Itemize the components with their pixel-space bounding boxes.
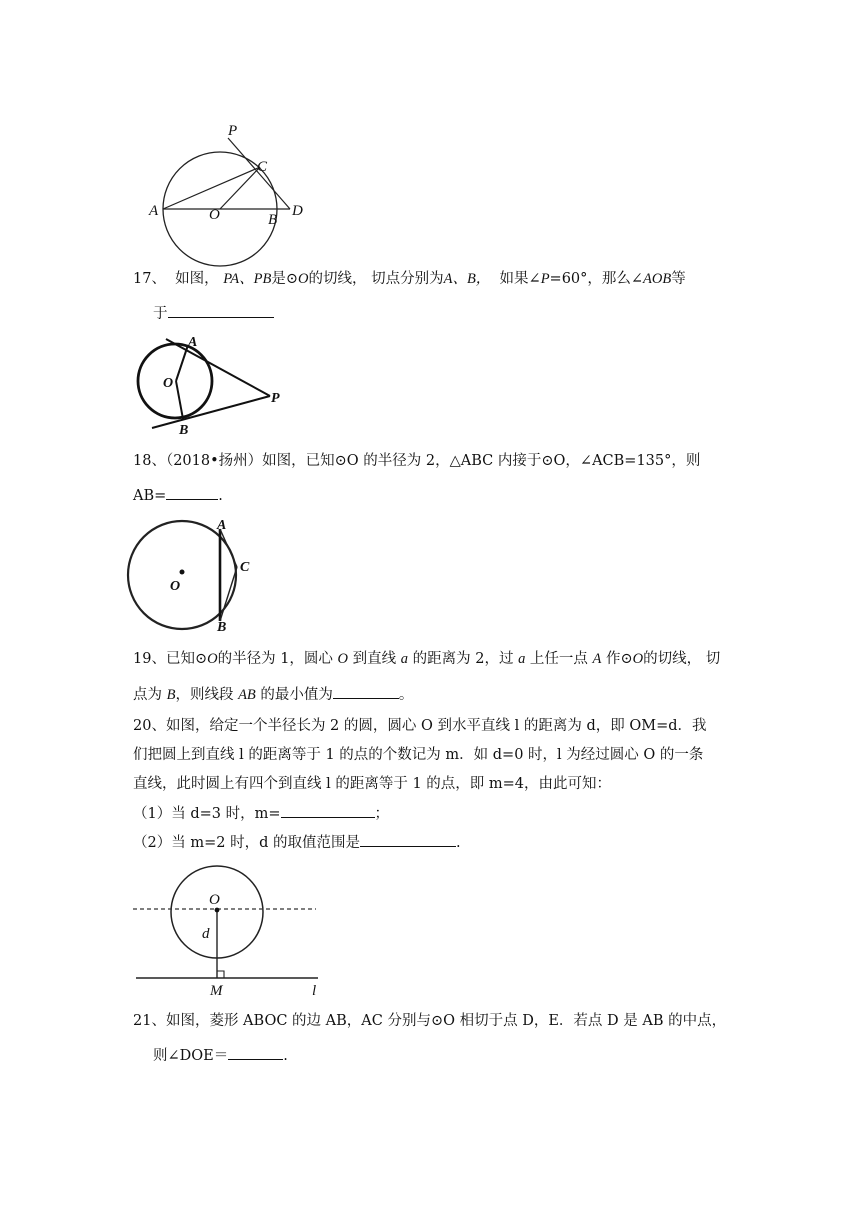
q19-t5: 上任一点 <box>529 651 593 667</box>
side-bc <box>220 567 237 621</box>
q19-t10: 的最小值为 <box>260 687 333 703</box>
q17-answer-blank[interactable] <box>168 303 274 318</box>
q17-aob: AOB <box>643 271 672 287</box>
q19-ab: AB <box>238 687 256 703</box>
q21-doe: 则∠DOE＝ <box>153 1048 229 1064</box>
q17-text-mid: 是⊙ <box>271 271 298 287</box>
label-c: C <box>240 560 250 575</box>
q21-line2 <box>153 1045 288 1066</box>
q19-t2: 的半径为 1，圆心 <box>217 651 338 667</box>
label-a: A <box>149 203 159 219</box>
q17-o: O <box>298 271 309 287</box>
q19-t4: 的距离为 2，过 <box>412 651 519 667</box>
q19-t6: 作⊙ <box>606 651 633 667</box>
label-a: A <box>217 518 227 533</box>
label-c: C <box>257 159 268 175</box>
q20-sub2 <box>133 832 461 853</box>
q19-line1 <box>133 649 720 669</box>
q20-answer-blank-2[interactable] <box>360 832 456 847</box>
q19-answer-blank[interactable] <box>333 684 399 699</box>
q20-sub1 <box>133 803 389 824</box>
label-o: O <box>163 376 174 391</box>
circle-o <box>138 344 212 418</box>
q18-line1 <box>133 451 700 471</box>
tangent-pa <box>166 339 270 396</box>
label-o: O <box>209 207 220 223</box>
center-point <box>180 570 185 575</box>
q17-line2-text: 于 <box>153 306 168 322</box>
label-b: B <box>268 212 278 228</box>
label-d: D <box>292 203 303 219</box>
q17-line2 <box>153 303 274 324</box>
label-p: P <box>228 123 238 139</box>
figure-circle-distance-line <box>128 858 328 998</box>
center-point <box>215 908 220 913</box>
q21-text: 21、如图，菱形 ABOC 的边 AB，AC 分别与⊙O 相切于点 D，E．若点 D 是 AB 的中点， <box>133 1013 727 1029</box>
label-l: l <box>312 983 317 999</box>
label-o: O <box>170 579 181 594</box>
q20-answer-blank-1[interactable] <box>281 803 375 818</box>
q21-period: . <box>283 1048 288 1064</box>
q17-p: P <box>540 271 550 287</box>
q19-b: B <box>166 687 176 703</box>
q18-period: . <box>218 488 223 504</box>
figure-circle-tangent-pcd <box>140 118 320 268</box>
q17-number: 17、 <box>133 271 166 287</box>
q19-a1: a <box>400 651 408 667</box>
chord-ac <box>163 167 260 209</box>
q20-line3 <box>133 774 611 794</box>
side-ac <box>220 529 237 567</box>
radius-ob <box>176 381 183 419</box>
q18-ab: AB= <box>133 488 167 504</box>
q17-text-end: 等 <box>671 271 686 287</box>
q20-line2 <box>133 745 703 765</box>
q17-pa-pb: PA、PB <box>223 271 272 287</box>
q19-t11: 。 <box>398 687 414 703</box>
q18-answer-blank[interactable] <box>166 485 218 500</box>
q19-line2 <box>133 684 413 705</box>
q17-text: 如图， <box>175 271 219 287</box>
q19-t1: 19、已知⊙ <box>133 651 208 667</box>
radius-oc <box>220 167 260 209</box>
q19-o3: O <box>632 651 644 667</box>
figure-tangents-pa-pb <box>130 332 295 437</box>
q21-line1 <box>133 1011 726 1031</box>
right-angle-mark <box>217 971 224 978</box>
q19-a3: A <box>592 651 602 667</box>
label-a: A <box>188 335 198 350</box>
q17-line1 <box>133 269 686 289</box>
q17-text-if: 如果∠ <box>499 271 541 287</box>
q19-o2: O <box>337 651 349 667</box>
radius-oa <box>176 345 188 381</box>
q20-text-3: 直线，此时圆上有四个到直线 l 的距离等于 1 的点，即 m=4，由此可知： <box>133 776 612 792</box>
q19-t7: 的切线， 切 <box>643 651 721 667</box>
q19-a2: a <box>518 651 526 667</box>
q20-sub1-text: （1）当 d=3 时，m= <box>133 806 281 822</box>
label-d: d <box>202 926 210 942</box>
q19-o1: O <box>207 651 218 667</box>
q17-ab: A、B， <box>443 271 491 287</box>
label-o: O <box>209 892 220 908</box>
q19-t3: 到直线 <box>352 651 401 667</box>
q20-line1 <box>133 716 707 736</box>
q18-text: 18、（2018•扬州）如图，已知⊙O 的半径为 2，△ABC 内接于⊙O，∠ACB=135°，则 <box>133 453 701 469</box>
q18-line2 <box>133 485 223 506</box>
q20-text-1: 20、如图，给定一个半径长为 2 的圆，圆心 O 到水平直线 l 的距离为 d，即 OM=d．我 <box>133 718 707 734</box>
figure-inscribed-triangle <box>125 515 265 635</box>
q17-angle-value: =60°，那么∠ <box>549 271 644 287</box>
label-b: B <box>179 423 189 438</box>
q20-sub2-text: （2）当 m=2 时，d 的取值范围是 <box>133 835 360 851</box>
tangent-pb <box>152 396 270 428</box>
q19-t8: 点为 <box>133 687 167 703</box>
q20-sub1-end: ； <box>374 806 389 822</box>
label-b: B <box>217 620 227 635</box>
label-p: P <box>271 391 280 406</box>
q17-text-tangent: 的切线， 切点分别为 <box>308 271 444 287</box>
q21-answer-blank[interactable] <box>228 1045 283 1060</box>
q20-text-2: 们把圆上到直线 l 的距离等于 1 的点的个数记为 m．如 d=0 时，l 为经过圆心 O 的一条 <box>133 747 704 763</box>
q20-sub2-end: . <box>455 835 461 851</box>
q19-t9: ，则线段 <box>175 687 239 703</box>
label-m: M <box>210 983 223 999</box>
